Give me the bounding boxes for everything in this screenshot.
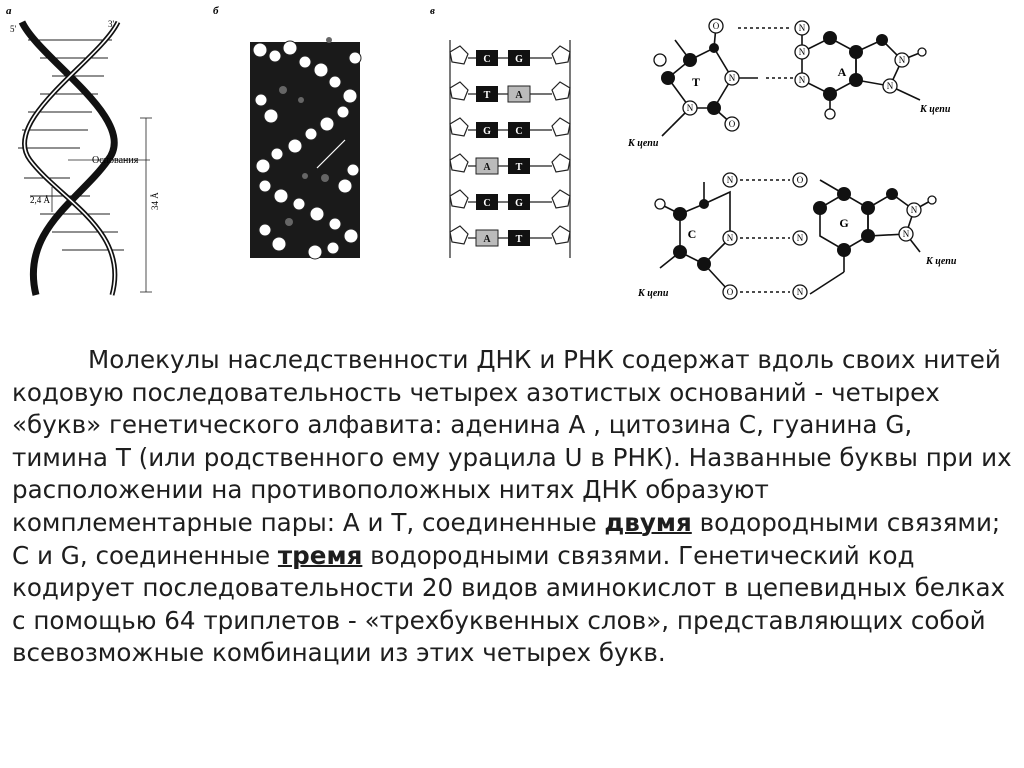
hydrogen-bond-diagram [620,8,982,313]
atom-n-4: N [798,47,806,57]
atom-n-10: N [796,233,804,243]
panel-a-double-helix [0,0,170,300]
chain-label-ta-left: К цепи [628,138,659,149]
body-text-part-2: водородными связями; С и G, соединенные [12,507,1001,570]
panel-d-hydrogen-bond-pairs [620,8,982,313]
atom-n-13: N [902,229,910,239]
pair-2-left-base: T [483,90,491,101]
emphasis-two-bonds: двумя [604,507,692,537]
atom-n-2: N [686,103,694,113]
panel-c-base-pair-ladder [420,0,595,290]
atom-n-7: N [886,81,894,91]
atom-n-5: N [798,75,806,85]
panel-b-letter: б [213,5,219,17]
atom-o-3: O [726,287,734,297]
atom-o-1: O [712,21,720,31]
chain-label-cg-left: К цепи [638,288,669,299]
ladder-diagram [420,0,595,290]
pair-5-right-base: G [515,198,523,209]
ladder-rungs [450,46,570,244]
panel-c-letter: в [430,5,435,17]
pair-1-left-base: C [483,54,491,65]
thymine-label: T [691,75,701,89]
atom-n-11: N [796,287,804,297]
atom-n-6: N [898,55,906,65]
pair-2-right-base: A [515,90,523,101]
guanine-label: G [839,216,849,230]
base-boxes [476,50,530,246]
body-text-part-3: водородными связями. Генетический код кодирует последовательности 20 видов аминокислот в цепевидных белках с помощью 64 триплетов - «трехбуквенных слов», представляющих собой всевозможные комбинации из этих четырех букв. [12,540,1006,668]
five-prime-end-label: 5' [10,24,17,34]
bases-label: Основания [92,155,139,166]
panel-b-space-filling-model [205,0,375,290]
space-filling-diagram [205,0,375,290]
pair-6-left-base: A [483,234,491,245]
cytosine-label: C [687,227,697,241]
body-text-part-1: Молекулы наследственности ДНК и РНК содержат вдоль своих нитей кодовую последовательность четырех азотистых оснований - четырех «букв» генетического алфавита: аденина А , цитозина С, гуанина G, тимина Т (или родственного ему урацила U в РНК). Названные буквы при их расположении на противоположных нитях ДНК образуют комплементарные пары: А и Т, соединенные [12,345,1012,537]
pair-3-left-base: G [483,126,491,137]
pair-1-right-base: G [515,54,523,65]
atom-n-9: N [726,233,734,243]
pair-3-right-base: C [515,126,523,137]
atom-n-1: N [728,73,736,83]
atom-n-8: N [726,175,734,185]
chain-label-cg-right: К цепи [926,256,957,267]
base-rise-label: 2,4 Å [30,195,50,205]
helix-pitch-label: 34 Å [150,192,160,210]
body-paragraph [12,344,1014,670]
panel-a-letter: а [6,5,12,17]
pair-c-g [637,173,957,299]
pair-4-right-base: T [515,162,523,173]
double-helix-diagram [0,0,170,300]
chain-label-ta-right: К цепи [920,104,951,115]
pair-5-left-base: C [483,198,491,209]
pair-t-a [627,19,951,149]
atom-o-4: O [796,175,804,185]
emphasis-three-bonds: тремя [277,540,363,570]
atom-n-3: N [798,23,806,33]
atom-o-2: O [728,119,736,129]
pair-6-right-base: T [515,234,523,245]
three-prime-end-label: 3' [108,19,115,29]
atom-n-12: N [910,205,918,215]
pair-4-left-base: A [483,162,491,173]
adenine-label: A [837,65,847,79]
